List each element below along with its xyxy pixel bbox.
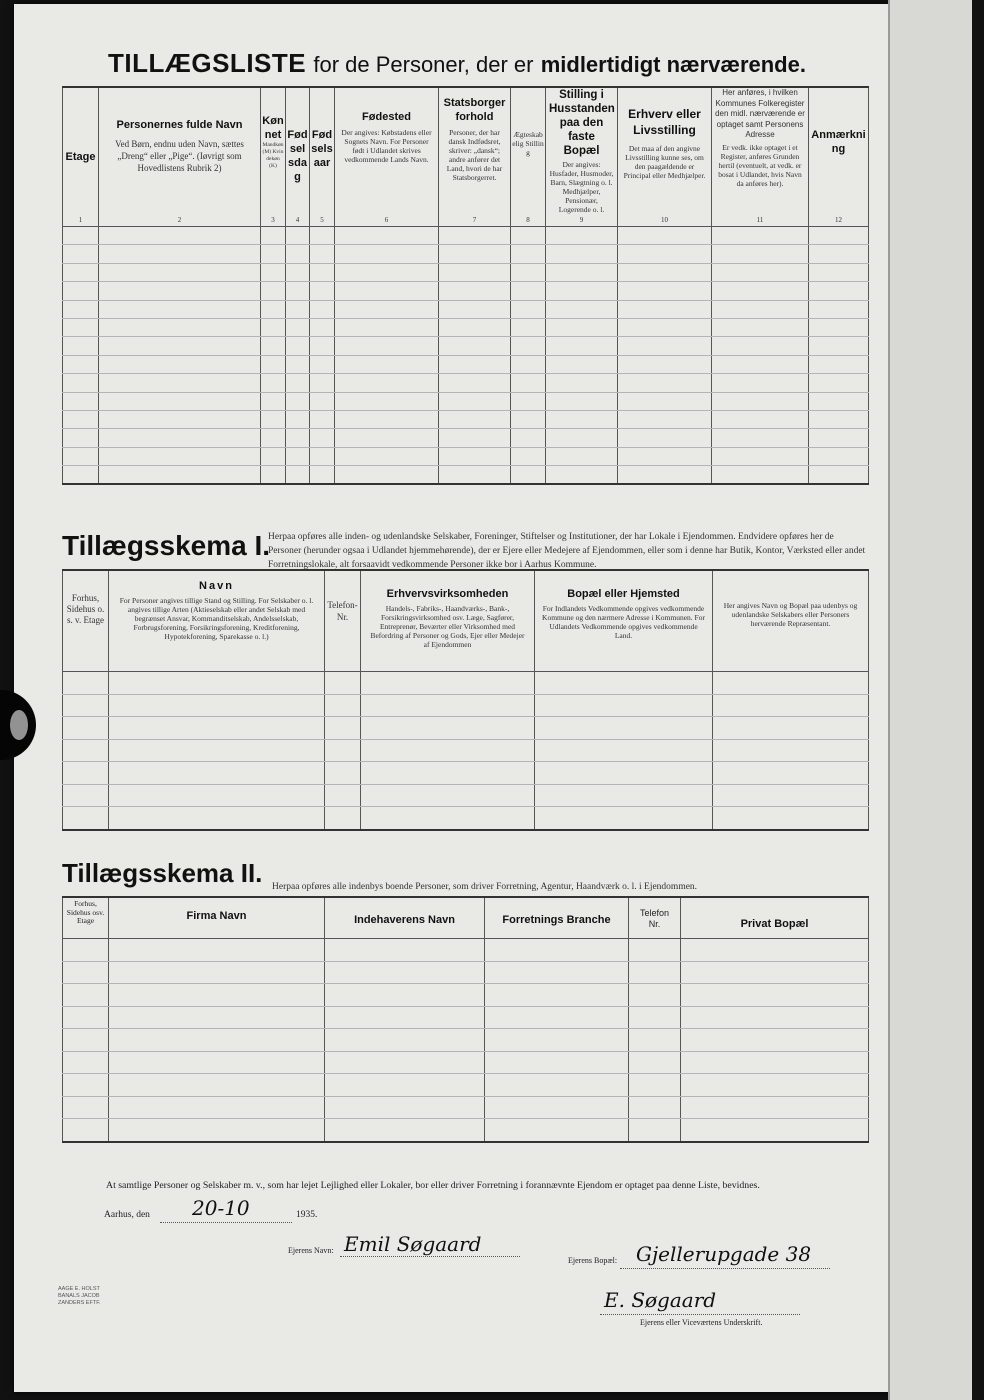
skema2-table: [62, 896, 869, 1143]
col-birthplace: [335, 87, 439, 227]
table-row: [63, 762, 869, 785]
table-row: [63, 1029, 869, 1052]
skema2-col-branch-label: Forretnings Branche: [502, 914, 611, 926]
skema1-col-etage: [63, 570, 109, 672]
col-household-desc: Der angives: Husfader, Husmoder, Barn, Slægtning o. l. Medhjælper, Pensionær, Logerende o. l.: [549, 160, 614, 214]
year-label: 1935.: [296, 1210, 318, 1220]
table-row: [63, 961, 869, 984]
table-row: [63, 1051, 869, 1074]
col-registry: [712, 87, 809, 227]
col-occupation-heading: Erhverv eller Livsstilling: [628, 107, 701, 137]
skema2-col-phone: [629, 897, 681, 939]
binder-clip-highlight: [10, 710, 28, 740]
table-row: [63, 717, 869, 740]
skema1-col-name-heading: Navn: [199, 580, 234, 592]
col-sex-desc: Mandkøn (M) Kvindekøn (K): [262, 142, 284, 169]
signature-handwritten: E. Søgaard: [604, 1288, 717, 1312]
col-birthplace-desc: Der angives: Købstadens eller Sognets Navn. For Personer født i Udlandet skrives vedkommende Lands Navn.: [341, 128, 432, 164]
col-2-number: 2: [177, 216, 182, 224]
skema2-col-phone-label: Telefon Nr.: [639, 908, 670, 929]
skema1-col-phone-label: Telefon-Nr.: [327, 600, 358, 622]
table-row: [63, 1096, 869, 1119]
form-title: [108, 48, 806, 79]
owner-address-handwritten: Gjellerupgade 38: [636, 1242, 812, 1266]
skema1-col-representative: [713, 570, 869, 672]
col-occupation: [618, 87, 712, 227]
col-name-desc: Ved Børn, endnu uden Navn, sættes „Dreng“ eller „Pige“. (Iøvrigt som Hovedlistens Rubrik 2): [115, 139, 244, 173]
skema1-col-name: [109, 570, 325, 672]
col-household-heading: Stilling i Husstanden paa den faste Bopæl: [549, 89, 615, 157]
owner-address-label: Ejerens Bopæl:: [568, 1256, 618, 1265]
col-birthplace-heading: Fødested: [362, 111, 411, 123]
skema1-col-representative-label: Her angives Navn og Bopæl paa udenbys og udenlandske Selskabers eller Personers herværende Repræsentant.: [723, 601, 858, 628]
skema2-col-branch: [485, 897, 629, 939]
table-row: [63, 300, 869, 318]
main-register-table: [62, 86, 869, 485]
table-row: [63, 1119, 869, 1142]
col-4-number: 4: [295, 216, 300, 224]
table-row: [63, 447, 869, 465]
table-row: [63, 984, 869, 1007]
col-5-number: 5: [320, 216, 324, 224]
col-11-number: 11: [756, 216, 764, 224]
skema2-col-etage: [63, 897, 109, 939]
place-label: Aarhus, den: [104, 1210, 150, 1220]
table-row: [63, 410, 869, 428]
col-occupation-desc: Det maa af den angivne Livsstilling kunne ses, om den paagældende er Principal eller Medhjælper.: [623, 144, 706, 180]
skema2-col-owner: [325, 897, 485, 939]
table-row: [63, 337, 869, 355]
skema1-description: Herpaa opføres alle inden- og udenlandske Selskaber, Foreninger, Stiftelser og Institutioner, der har Lokale i Ejendommen. Endvidere opføres her de Personer (herunder ogsaa i Udlandet hjemmehørende), der er Ejere eller Medejere af Ejendommen, eller som i denne har Butik, Kontor, Værksted eller andet Forretningslokale, alt forsaavidt vedkommende Personer ikke bor i Aarhus Kommune.: [268, 532, 866, 570]
col-1-number: 1: [78, 216, 83, 224]
col-7-number: 7: [472, 216, 477, 224]
title-end: midlertidigt nærværende.: [540, 52, 806, 77]
skema2-col-owner-label: Indehaverens Navn: [354, 914, 455, 926]
table-row: [63, 1074, 869, 1097]
owner-name-line: [340, 1256, 520, 1257]
skema1-col-residence: [535, 570, 713, 672]
col-8-number: 8: [526, 216, 530, 224]
skema1-col-name-desc: For Personer angives tillige Stand og Stilling. For Selskaber o. l. angives tillige Arten (Aktieselskab eller andet Selskab med begrænset Ansvar, Kommanditselskab, Andelsselskab, Forbrugsforening, Forsikringsforening, Kreditforening, Hypotekforening, Sparekasse o. l.): [119, 596, 314, 641]
col-sex: [261, 87, 286, 227]
col-citizenship: [439, 87, 511, 227]
skema1-title: Tillægsskema I.: [62, 530, 271, 561]
table-row: [63, 739, 869, 762]
table-row: [63, 672, 869, 695]
col-citizenship-desc: Personer, der har dansk Indfødsret, skriver: „dansk“; andre anfører det Land, hvori de har Statsborgerret.: [446, 128, 503, 182]
table-row: [63, 263, 869, 281]
table-row: [63, 784, 869, 807]
skema1-col-residence-desc: For Indlandets Vedkommende opgives vedkommende Kommune og den nærmere Adresse i Kommunen. For Udlandets Vedkommende opgives vedkommende Land.: [542, 604, 705, 640]
col-9-number: 9: [579, 216, 584, 224]
col-birthday-heading: Fødselsdag: [287, 129, 308, 183]
table-row: [63, 1006, 869, 1029]
table-row: [63, 374, 869, 392]
owner-name-label: Ejerens Navn:: [288, 1246, 334, 1255]
table-row: [63, 807, 869, 830]
skema2-col-private-address: [681, 897, 869, 939]
certification-statement: At samtlige Personer og Selskaber m. v., som har lejet Lejlighed eller Lokaler, bor eller driver Forretning i forannævnte Ejendom er optaget paa denne Liste, bevidnes.: [106, 1180, 760, 1191]
skema1-col-business-desc: Handels-, Fabriks-, Haandværks-, Bank-, Forsikringsvirksomhed osv. Læge, Sagfører, Entreprenør, Beværter eller Virksomhed med Befordring af Personer og Gods, Ejer eller Medejer af Ejendommen: [370, 604, 525, 649]
col-birthyear-heading: Fødselsaar: [311, 129, 333, 169]
printer-imprint: AAGE E. HOLST BANALS JACOB ZANDERS EFTF.: [58, 1286, 101, 1306]
owner-address-line: [620, 1268, 830, 1269]
skema1-col-phone: [325, 570, 361, 672]
skema1-col-residence-heading: Bopæl eller Hjemsted: [567, 588, 680, 600]
table-row: [63, 939, 869, 962]
col-household: [546, 87, 618, 227]
handwritten-date: 20-10: [192, 1196, 250, 1220]
table-row: [63, 318, 869, 336]
skema2-description: Herpaa opføres alle indenbys boende Personer, som driver Forretning, Agentur, Haandværk o. l. i Ejendommen.: [272, 882, 698, 892]
signature-line: [600, 1314, 800, 1315]
table-row: [63, 245, 869, 263]
table-row: [63, 227, 869, 245]
skema2-col-etage-label: Forhus, Sidehus osv. Etage: [66, 899, 105, 925]
title-middle: for de Personer, der er: [313, 52, 534, 77]
col-registry-desc: Er vedk. ikke optaget i et Register, anføres Grunden hertil (eventuelt, at vedk. er bosat i Udlandet, hvis Navn da anføres her).: [718, 142, 802, 188]
date-line: [160, 1222, 292, 1223]
col-birthday: [286, 87, 310, 227]
col-name-heading: Personernes fulde Navn: [116, 119, 243, 131]
table-row: [63, 282, 869, 300]
skema1-col-business: [361, 570, 535, 672]
signature-label: Ejerens eller Viceværtens Underskrift.: [640, 1318, 763, 1327]
adjacent-sheet: [888, 0, 972, 1400]
col-12-number: 12: [835, 216, 842, 224]
skema2-col-firm: [109, 897, 325, 939]
col-etage-heading: Etage: [65, 151, 96, 163]
owner-name-handwritten: Emil Søgaard: [344, 1232, 482, 1256]
skema1-col-etage-label: Forhus, Sidehus o. s. v. Etage: [66, 593, 105, 625]
table-row: [63, 466, 869, 485]
col-marital: [511, 87, 546, 227]
table-row: [63, 429, 869, 447]
table-row: [63, 694, 869, 717]
skema1-col-business-heading: Erhvervsvirksomheden: [386, 588, 509, 600]
col-10-number: 10: [661, 216, 668, 224]
skema2-col-address-label: Privat Bopæl: [740, 918, 809, 930]
col-registry-heading: Her anføres, i hvilken Kommunes Folkeregister den midl. nærværende er optaget samt Personens Adresse: [715, 88, 805, 139]
col-sex-heading: Kønnet: [262, 115, 284, 141]
table-row: [63, 355, 869, 373]
col-name: [99, 87, 261, 227]
skema1-table: [62, 569, 869, 831]
col-citizenship-heading: Statsborgerforhold: [443, 97, 506, 123]
col-birthyear: [310, 87, 335, 227]
col-remarks: [809, 87, 869, 227]
table-row: [63, 392, 869, 410]
skema2-title: Tillægsskema II.: [62, 858, 263, 888]
col-remarks-heading: Anmærkning: [811, 129, 866, 155]
col-3-number: 3: [271, 216, 275, 224]
col-etage: [63, 87, 99, 227]
title-main: TILLÆGSLISTE: [108, 48, 307, 78]
skema2-col-firm-label: Firma Navn: [186, 910, 247, 922]
col-marital-heading: Ægteskabelig Stilling: [512, 130, 544, 157]
col-6-number: 6: [384, 216, 389, 224]
